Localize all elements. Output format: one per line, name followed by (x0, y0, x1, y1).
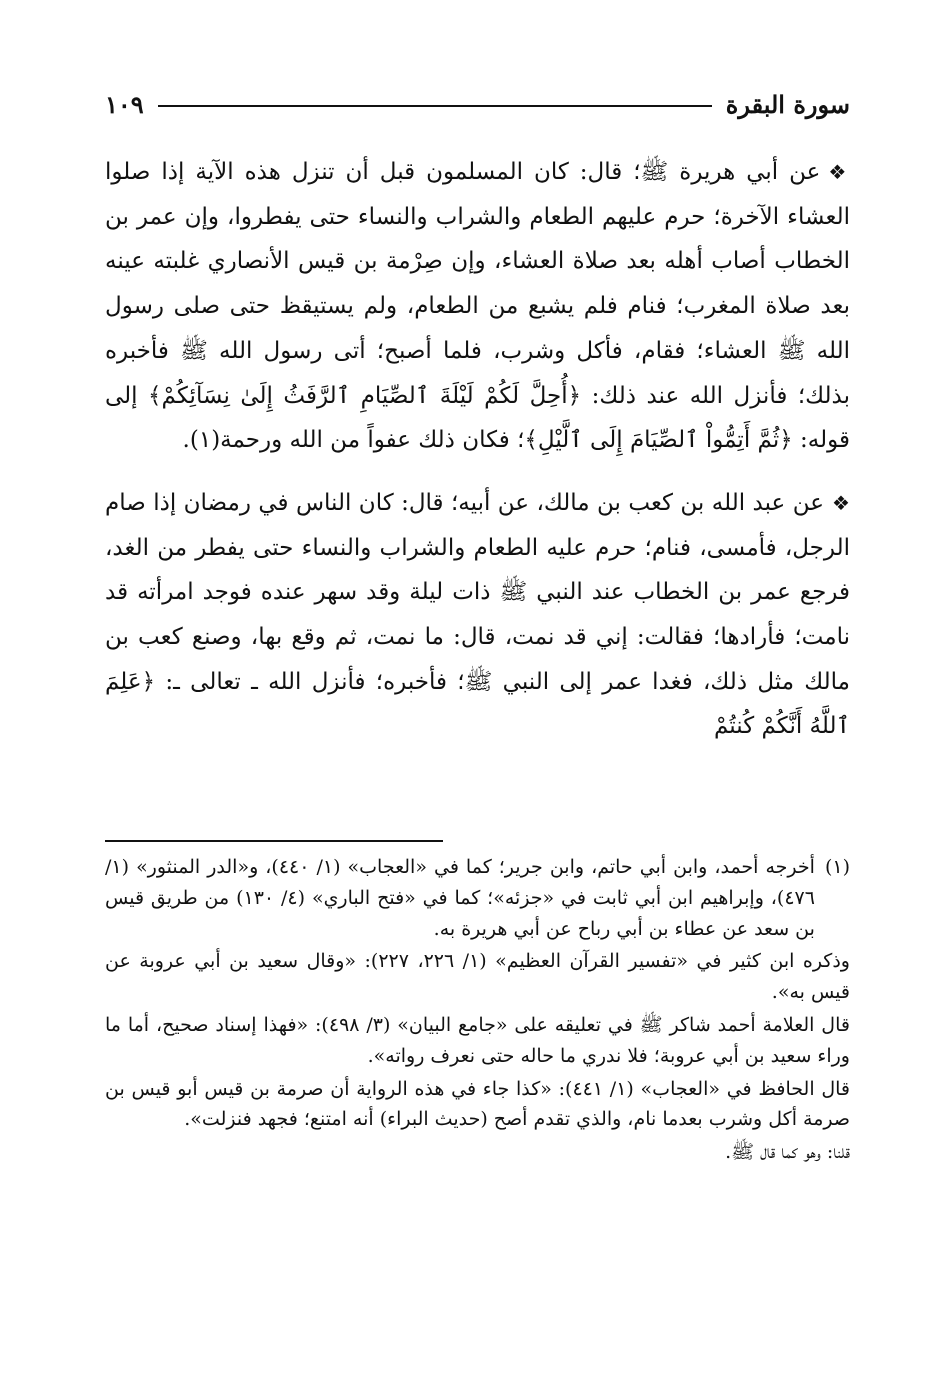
surah-title: سورة البقرة (725, 89, 850, 119)
bullet-diamond-icon: ❖ (828, 160, 850, 184)
header-rule (158, 105, 712, 107)
running-header (105, 84, 850, 124)
footnote-paragraph: وذكره ابن كثير في «تفسير القرآن العظيم» (١/ ٢٢٦، ٢٢٧): «وقال سعيد بن أبي عروبة عن قيس به». (105, 950, 850, 1004)
footnote-marker: (١) (824, 856, 850, 878)
bullet-diamond-icon: ❖ (831, 490, 850, 515)
footnotes (105, 852, 850, 1168)
footnote-text: أخرجه أحمد، وابن أبي حاتم، وابن جرير؛ كما في «العجاب» (١/ ٤٤٠)، و«الدر المنثور» (١/ ٤٧٦)، وإبراهيم ابن أبي ثابت في «جزئه»؛ كما في «فتح الباري» (٤/ ١٣٠) من طريق قيس بن سعد عن عطاء بن أبي رباح عن أبي هريرة به. (105, 856, 815, 940)
footnote-separator (105, 840, 443, 842)
hadith-paragraph-2 (105, 481, 850, 749)
paragraph-text: عن أبي هريرة ﷺ؛ قال: كان المسلمون قبل أن تنزل هذه الآية إذا صلوا العشاء الآخرة؛ حرم عليهم الطعام والشراب والنساء حتى يفطروا، وإن عمر بن الخطاب أصاب أهله بعد صلاة العشاء، وإن صِرْمة بن قيس الأنصاري غلبته عينه بعد صلاة المغرب؛ فنام فلم يشبع من الطعام، ولم يستيقظ حتى صلى رسول الله ﷺ العشاء؛ فقام، فأكل وشرب، فلما أصبح؛ أتى رسول الله ﷺ فأخبره بذلك؛ فأنزل الله عند ذلك: ﴿أُحِلَّ لَكُمْ لَيْلَةَ ٱلصِّيَامِ ٱلرَّفَثُ إِلَىٰ نِسَآئِكُمْ﴾ إلى قوله: ﴿ثُمَّ أَتِمُّواْ ٱلصِّيَامَ إِلَى ٱلَّيْلِ﴾؛ فكان ذلك عفواً من الله ورحمة(١). (105, 159, 850, 454)
page-number: ١٠٩ (105, 89, 144, 119)
footnote-paragraph: قلنا: وهو كما قال ﷺ. (725, 1141, 850, 1164)
hadith-paragraph-1 (105, 150, 850, 463)
footnote-paragraph: قال الحافظ في «العجاب» (١/ ٤٤١): «كذا جاء في هذه الرواية أن صرمة بن قيس أبو قيس بن صرمة أكل وشرب بعدما نام، والذي تقدم أصح (حديث البراء) أنه امتنع؛ فجهد فنزلت». (105, 1077, 850, 1131)
main-text (105, 150, 850, 749)
footnote-1 (105, 852, 850, 944)
paragraph-text: عن عبد الله بن كعب بن مالك، عن أبيه؛ قال: كان الناس في رمضان إذا صام الرجل، فأمسى، فنام؛ حرم عليه الطعام والشراب والنساء حتى يفطر من الغد، فرجع عمر بن الخطاب عند النبي ﷺ ذات ليلة وقد سهر عنده فوجد امرأته قد نامت؛ فأرادها؛ فقالت: إني قد نمت، قال: ما نمت، ثم وقع بها، وصنع كعب بن مالك مثل ذلك، فغدا عمر إلى النبي ﷺ؛ فأخبره؛ فأنزل الله ـ تعالى ـ: ﴿عَلِمَ ٱللَّهُ أَنَّكُمْ كُنتُمْ (105, 489, 850, 740)
footnote-paragraph: قال العلامة أحمد شاكر ﷺ في تعليقه على «جامع البيان» (٣/ ٤٩٨): «فهذا إسناد صحيح، أما ما وراء سعيد بن أبي عروبة؛ فلا ندري ما حاله حتى نعرف رواته». (105, 1013, 850, 1067)
